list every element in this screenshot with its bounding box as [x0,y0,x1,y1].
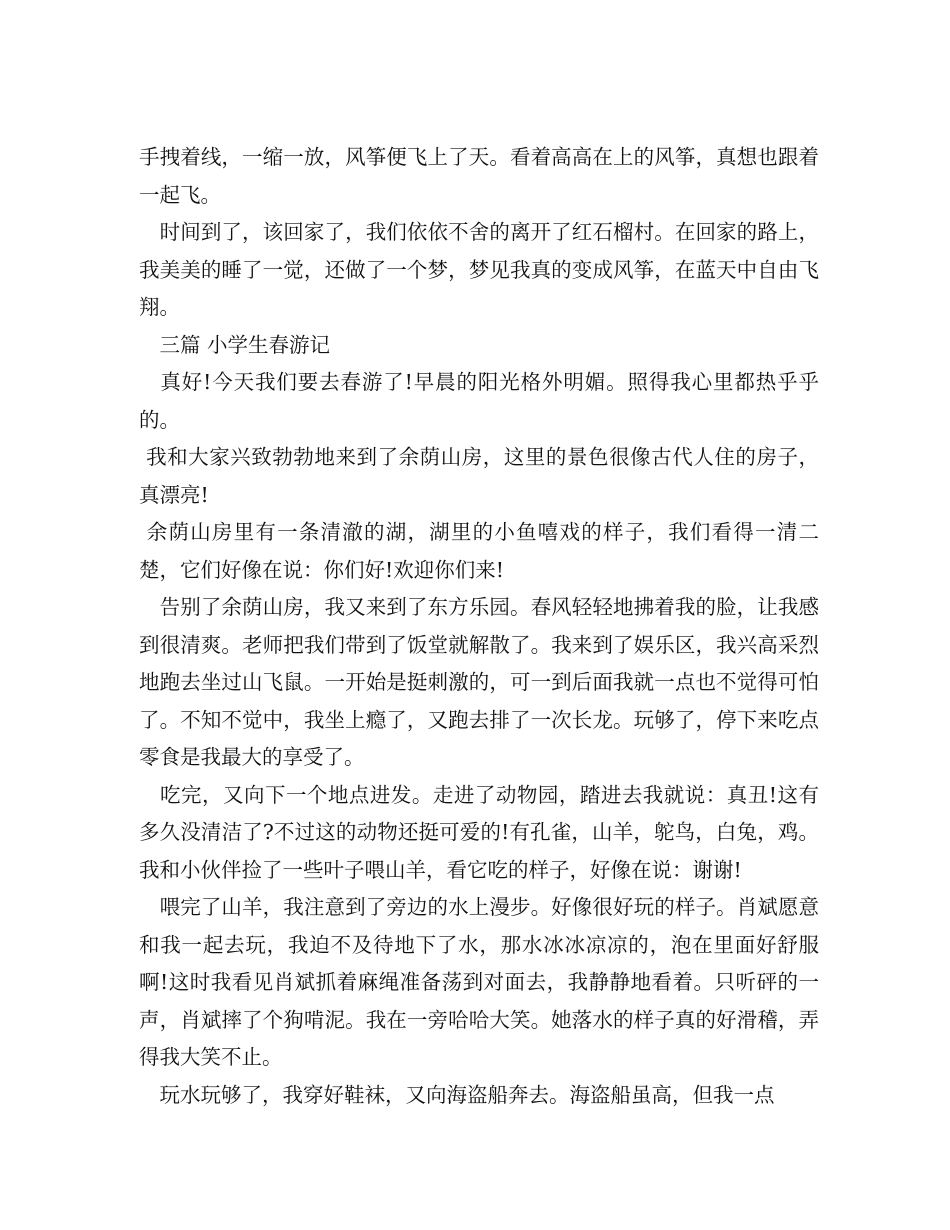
paragraph: 时间到了，该回家了，我们依依不舍的离开了红石榴村。在回家的路上，我美美的睡了一觉，还做了一个梦，梦见我真的变成风筝，在蓝天中自由飞翔。 [139,220,819,319]
paragraph: 玩水玩够了，我穿好鞋袜，又向海盗船奔去。海盗船虽高，但我一点 [139,1082,775,1107]
paragraph: 我和大家兴致勃勃地来到了余荫山房，这里的景色很像古代人住的房子，真漂亮! [139,445,819,507]
paragraph: 告别了余荫山房，我又来到了东方乐园。春风轻轻地拂着我的脸，让我感到很清爽。老师把我们带到了饭堂就解散了。我来到了娱乐区，我兴高采烈地跑去坐过山飞鼠。一开始是挺刺激的，可一到后面我就一点也不觉得可怕了。不知不觉中，我坐上瘾了，又跑去排了一次长龙。玩够了，停下来吃点零食是我最大的享受了。 [139,595,819,769]
section-heading: 三篇 小学生春游记 [139,332,331,357]
paragraph: 吃完，又向下一个地点进发。走进了动物园，踏进去我就说：真丑!这有多久没清洁了?不过这的动物还挺可爱的!有孔雀，山羊，鸵鸟，白兔，鸡。我和小伙伴捡了一些叶子喂山羊，看它吃的样子，好像在说：谢谢! [139,782,819,882]
paragraph: 真好!今天我们要去春游了!早晨的阳光格外明媚。照得我心里都热乎乎的。 [139,370,819,432]
paragraph: 余荫山房里有一条清澈的湖，湖里的小鱼嘻戏的样子，我们看得一清二楚，它们好像在说：你们好!欢迎你们来! [139,520,819,582]
paragraph: 喂完了山羊，我注意到了旁边的水上漫步。好像很好玩的样子。肖斌愿意和我一起去玩，我迫不及待地下了水，那水冰冰凉凉的，泡在里面好舒服啊!这时我看见肖斌抓着麻绳准备荡到对面去，我静静地看着。只听砰的一声，肖斌摔了个狗啃泥。我在一旁哈哈大笑。她落水的样子真的好滑稽，弄得我大笑不止。 [139,895,819,1069]
paragraph: 手拽着线，一缩一放，风筝便飞上了天。看着高高在上的风筝，真想也跟着一起飞。 [139,145,819,207]
article-body [139,139,819,1114]
